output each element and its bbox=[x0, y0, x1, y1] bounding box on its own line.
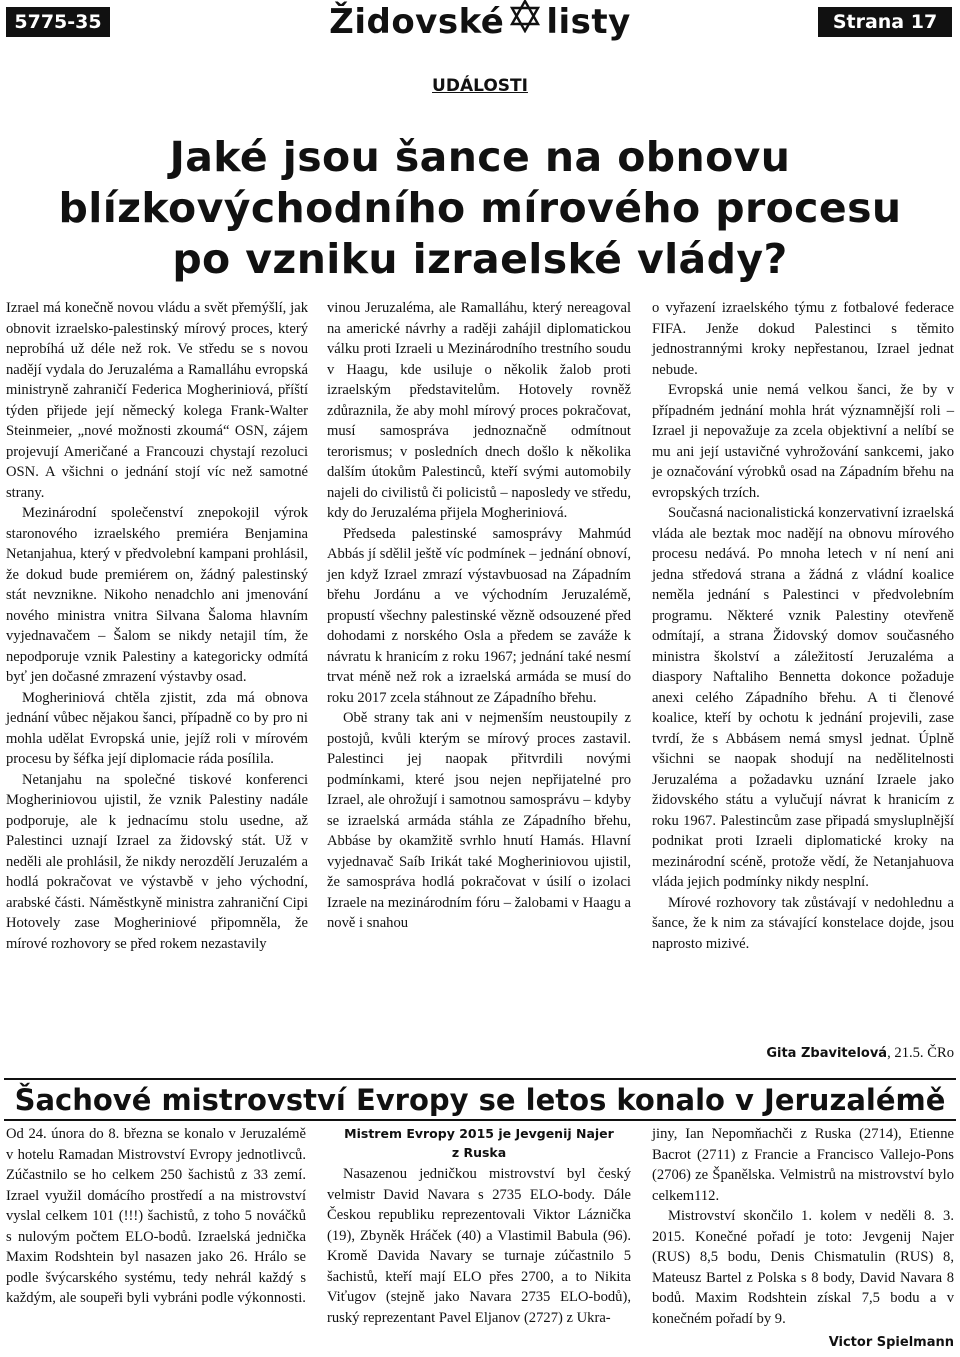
article-headline bbox=[0, 132, 960, 285]
paragraph: Od 24. února do 8. března se konalo v Jeruzalémě v hotelu Ramadan Mistrovství Evropy jednotlivců. Zúčastnilo se ho celkem 250 šachistů z 33 zemí. Izrael využil domácího prostředí a na mistrovství vyslal celkem 101 (!!!) šachistů, z toho 5 nováčků s nulovým počtem ELO-bodů. Izraelská jednička Maxim Rodshtein byl nasazen jako 26. Hrálo se podle švýcarského systému, tedy nehrál každý s každým, ale soupeři byli vybráni podle výkonnosti. bbox=[6, 1126, 306, 1306]
chess-article-headline: Šachové mistrovství Evropy se letos konalo v Jeruzalémě bbox=[14, 1083, 946, 1117]
paragraph: Obě strany tak ani v nejmenším neustoupily z postojů, kvůli kterým se mírový proces zastavil. Palestinci jej naopak přitvrdili novými podmínkami, které jsou nejen nepřijatelné pro Izrael, ale ohrožují i samotnou samosprávu – kdyby se izraelská armáda stáhla ze Západního břehu, Abbáse by okamžitě svrhlo hnutí Hamás. Hlavní vyjednavač Saíb Irikát také Mogheriniovou ujistil, že samospráva hodlá pokračovat v úsilí o izolaci Izraele na mezinárodním fóru – žalobami v Haagu a nově i snahou bbox=[327, 710, 631, 931]
paragraph: Mogheriniová chtěla zjistit, zda má obnova jednání vůbec nějakou šanci, případně co by pro ni mohla udělat Evropská unie, jejíž roli v mírovém procesu by šéfka její diplomacie ráda posílila. bbox=[6, 689, 308, 767]
section-label: UDÁLOSTI bbox=[432, 76, 528, 96]
page-number: Strana 17 bbox=[818, 7, 952, 37]
paragraph: Nasazenou jedničkou mistrovství byl český velmistr David Navara s 2735 ELO-body. Dále Českou republiku reprezentovali Viktor Láznička (19), Zbyněk Hráček (40) a Vlastimil Babula (96). Kromě Davida Navary se turnaje zúčastnilo 5 šachistů, kteří mají ELO přes 2700, a to Nikita Viťugov (stejně jako Navara 2735 ELO-bodů), ruský reprezentant Pavel Eljanov (2727) z Ukra- bbox=[327, 1166, 631, 1326]
chess-column-2 bbox=[327, 1164, 631, 1328]
masthead-word-1: Židovské bbox=[329, 2, 505, 42]
article-byline bbox=[652, 1043, 954, 1064]
paragraph: Evropská unie nemá velkou šanci, že by v případném jednání mohla hrát významnější roli – Izrael ji nepovažuje za zcela objektivní a nelíbí se mu ani její ustavičné vyhrožování sankcemi, jako je označování výrobků osad na Západním břehu na evropských trzích. bbox=[652, 382, 954, 501]
headline-line: Jaké jsou šance na obnovu bbox=[169, 133, 791, 181]
paragraph: Izrael má konečně novou vládu a svět přemýšlí, jak obnovit izraelsko-palestinský mírový proces, který neprobíhá už déle než rok. Ve středu se s novou nadějí vydala do Jeruzaléma a Ramalláhu evropská ministryně zahraničí Federica Mogheriniová, příští týden přijede její německý kolega Frank-Walter Steinmeier, „nové možnosti zkoumá“ OSN, zájem projevují Američané a Francouzi chystají rezoluci OSN. A všichni o jednání stojí víc než samotné strany. bbox=[6, 300, 308, 501]
paragraph: o vyřazení izraelského týmu z fotbalové federace FIFA. Jenže dokud Palestinci s těmito jednostrannými kroky nepřestanou, Izrael jednat nebude. bbox=[652, 300, 954, 378]
divider bbox=[4, 1078, 956, 1080]
paragraph: jiny, Ian Nepomňachči z Ruska (2714), Etienne Bacrot (2711) z Francie a Francisco Vallejo-Pons (2706) ze Španělska. Velmistrů na mistrovství bylo celkem112. bbox=[652, 1126, 954, 1204]
paragraph: Netanjahu na společné tiskové konferenci Mogheriniovou ujistil, že vznik Palestiny nadále podporuje, ale k jednacímu stolu usedne, až Palestinci uznají Izrael za židovský stát. Už v neděli ale prohlásil, že nikdy nerozdělí Jeruzalém a hodlá pokračovat ve výstavbě v jeho východní, arabské části. Náměstkyně ministra zahraniční Cipi Hotovely zase Mogheriniové připomněla, že mírové rozhovory se před rokem nezastavily bbox=[6, 771, 308, 952]
paragraph: Mezinárodní společenství znepokojil výrok staronového izraelského premiéra Benjamina Netanjahua, který v předvolební kampani prohlásil, že dokud bude premiérem on, žádný palestinský stát nevznikne. Nikoho nenadchlo ani jmenování nového ministra vnitra Silvana Šaloma hlavním vyjednavačem – Šalom se nikdy netajil tím, že nepodporuje vznik Palestiny a kategoricky odmítá byť jen dočasné zmrazení výstavby osad. bbox=[6, 505, 308, 685]
star-of-david-icon bbox=[508, 0, 542, 42]
paragraph: vinou Jeruzaléma, ale Ramalláhu, který nereagoval na americké návrhy a raději zahájil diplomatickou válku proti Izraeli u Mezinárodního trestního soudu v Haagu, kde usiluje o několik žalob proti izraelským představitelům. Hotovely rovněž zdůraznila, že aby mohl mírový proces pokračovat, musí samospráva jednoznačně odmítnout terorismus; v posledních dnech došlo k několika dalším útokům Palestinců, kteří svými automobily najeli do civilistů či policistů – naposledy ve středu, kdy do Jeruzaléma přijela Mogheriniová. bbox=[327, 300, 631, 521]
paragraph: Mistrovství skončilo 1. kolem v neděli 8. 3. 2015. Konečné pořadí je toto: Jevgenij Najer (RUS) 8,5 bodu, Denis Chismatulin (RUS) 8, Mateusz Bartel z Polska s 8 body, David Navara 8 bodů. Maxim Rodshtein získal 7,5 bodu a v konečném pořadí by 9. bbox=[652, 1208, 954, 1327]
subhead-line: z Ruska bbox=[451, 1145, 507, 1160]
masthead bbox=[320, 2, 640, 42]
chess-subheadline bbox=[327, 1124, 631, 1162]
chess-column-1 bbox=[6, 1124, 306, 1309]
chess-author-name: Victor Spielmann bbox=[828, 1335, 954, 1350]
subhead-line: Mistrem Evropy 2015 je Jevgenij Najer bbox=[344, 1126, 614, 1141]
chess-column-3 bbox=[652, 1124, 954, 1329]
article-column-3 bbox=[652, 298, 954, 954]
paragraph: Mírové rozhovory tak zůstávají v nedohlednu a šance, že k nim za stávající konstelace dojde, jsou naprosto mizivé. bbox=[652, 894, 954, 952]
headline-line: po vzniku izraelské vlády? bbox=[172, 235, 788, 283]
issue-number: 5775-35 bbox=[6, 7, 110, 37]
headline-line: blízkovýchodního mírového procesu bbox=[58, 184, 902, 232]
article-column-2 bbox=[327, 298, 631, 934]
masthead-word-2: listy bbox=[546, 2, 631, 42]
paragraph: Současná nacionalistická konzervativní izraelská vláda ale beztak moc nadějí na obnovu mírového procesu nedává. Po mnoha letech v ní není ani jedna středová strana a žádná z vládní koalice neměla jednání s Palestinci v předvolebním programu. Některé vznik Palestiny otevřeně odmítají, a strana Židovský domov současného ministra školství a záležitostí Jeruzaléma a diaspory Naftaliho Bennetta dokonce požaduje anexi celého Západního břehu. A ti členové koalice, kteří by ochotu k jednání projevili, zase tvrdí, že s Abbásem nemá smysl jednat. Úplně všichni se naopak shodují na nedělitelnosti Jeruzaléma a požadavku uznání Izraele jako židovského státu a vylučují návrat k hranicím z roku 1967. Palestincům zase připadá smysluplnější podnikat proti Izraeli diplomatické kroky na mezinárodní scéně, protože vědí, že Netanjahuova vláda jejich podmínky nikdy nesplní. bbox=[652, 505, 954, 890]
divider bbox=[4, 1119, 956, 1121]
paragraph: Předseda palestinské samosprávy Mahmúd Abbás jí sdělil ještě víc podmínek – jednání obnoví, jen když Izrael zmrazí výstavbuosad na Západním břehu Jordánu a ve východním Jeruzalémě, propustí všechny palestinské vězně odsouzené před dohodami z norského Osla a předem se zaváže k návratu k hranicím z roku 1967; jednání také nesmí trvat méně než rok a izraelská armáda se musí do roku 2017 zcela stáhnout ze Západního břehu. bbox=[327, 525, 631, 706]
author-name: Gita Zbavitelová bbox=[766, 1046, 888, 1061]
page-header bbox=[0, 4, 960, 40]
article-column-1 bbox=[6, 298, 308, 954]
article-source: , 21.5. ČRo bbox=[887, 1045, 954, 1061]
